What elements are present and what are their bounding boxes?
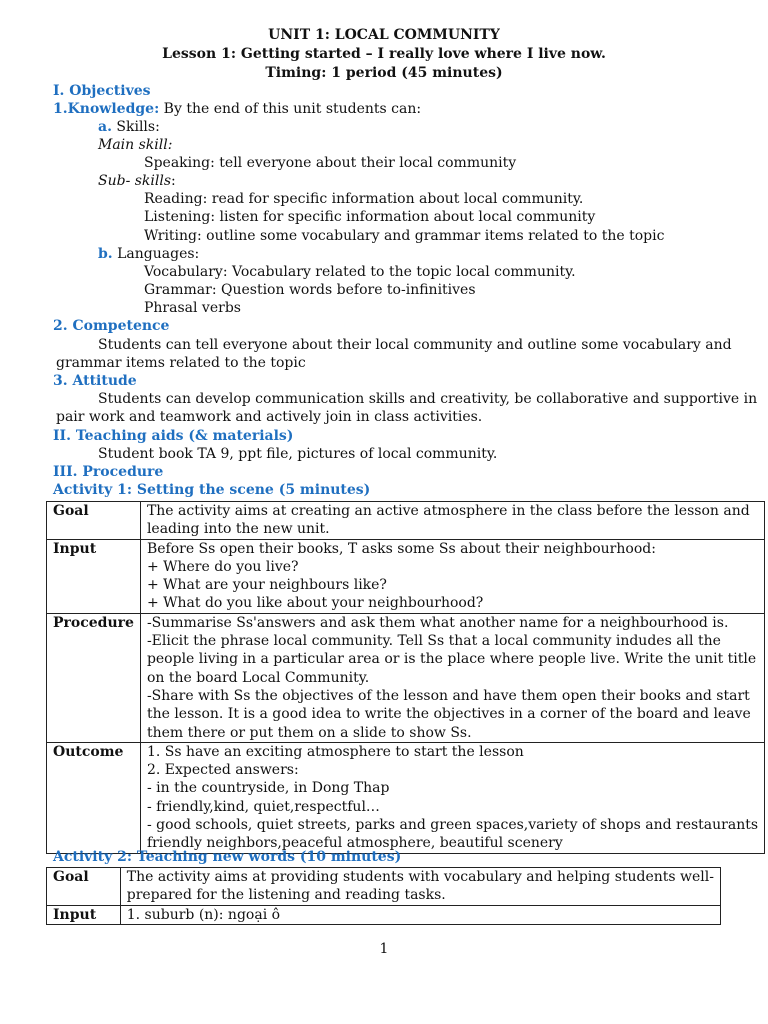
competence-heading: 2. Competence	[53, 318, 170, 334]
objectives-heading: I. Objectives	[53, 83, 151, 99]
content-line: - friendly,kind, quiet,respectful…	[146, 798, 380, 815]
knowledge-text: By the end of this unit students can:	[159, 101, 422, 117]
knowledge-line	[53, 101, 421, 117]
competence-line-2: grammar items related to the topic	[56, 355, 306, 371]
timing: Timing: 1 period (45 minutes)	[265, 65, 503, 81]
table-row	[47, 905, 721, 924]
content-line: The activity aims at creating an active atmosphere in the class before the lesson and	[146, 503, 750, 519]
content-line: 1. Ss have an exciting atmosphere to start the lesson	[146, 743, 524, 760]
listening-skill: Listening: listen for specific information about local community	[144, 209, 596, 225]
sub-skills-line	[98, 173, 176, 189]
writing-skill: Writing: outline some vocabulary and grammar items related to the topic	[144, 228, 665, 244]
reading-skill: Reading: read for specific information about local community.	[144, 191, 584, 207]
row-label: Input	[47, 539, 141, 613]
content-line: Before Ss open their books, T asks some Ss about their neighbourhood:	[146, 540, 656, 557]
content-line: on the board Local Community.	[146, 669, 370, 686]
sub-skills-colon: :	[171, 173, 176, 189]
content-line: leading into the new unit.	[146, 521, 330, 538]
row-label: Outcome	[47, 742, 141, 853]
content-line: prepared for the listening and reading tasks.	[126, 887, 446, 904]
activity-2-heading: Activity 2: Teaching new words (10 minutes)	[53, 849, 402, 865]
table-row	[47, 868, 721, 906]
row-label: Goal	[47, 868, 121, 906]
row-content	[120, 868, 720, 906]
main-skill-text: Speaking: tell everyone about their local community	[144, 155, 517, 171]
knowledge-label: 1.Knowledge:	[53, 101, 160, 117]
table-row	[47, 742, 765, 853]
content-line: the lesson. It is a good idea to write the objectives in a corner of the board and leave	[146, 706, 751, 723]
skills-label: Skills:	[111, 119, 160, 135]
phrasal-verbs-line: Phrasal verbs	[144, 300, 241, 316]
activity-1-heading: Activity 1: Setting the scene (5 minutes)	[53, 482, 371, 498]
sub-skills-label: Sub- skills	[98, 173, 172, 189]
row-label: Input	[47, 905, 121, 924]
content-line: 1. suburb (n): ngoại ô	[126, 906, 281, 923]
skills-line	[98, 119, 160, 135]
content-line: -Share with Ss the objectives of the lesson and have them open their books and start	[146, 687, 750, 704]
competence-line-1: Students can tell everyone about their local community and outline some vocabulary and	[98, 337, 732, 353]
row-label: Goal	[47, 502, 141, 540]
main-skill-label: Main skill:	[98, 137, 173, 153]
row-content	[140, 613, 764, 742]
attitude-heading: 3. Attitude	[53, 373, 137, 389]
unit-title: UNIT 1: LOCAL COMMUNITY	[268, 27, 500, 43]
content-line: 2. Expected answers:	[146, 762, 299, 779]
activity-2-table	[46, 867, 721, 925]
table-row	[47, 539, 765, 613]
content-line: people living in a particular area or is the place where people live. Write the unit title	[146, 651, 757, 668]
row-content	[120, 905, 720, 924]
vocabulary-line: Vocabulary: Vocabulary related to the topic local community.	[144, 264, 576, 280]
row-content	[140, 539, 764, 613]
row-content	[140, 502, 764, 540]
teaching-aids-heading: II. Teaching aids (& materials)	[53, 428, 294, 444]
content-line: + What do you like about your neighbourhood?	[146, 595, 484, 612]
table-row	[47, 502, 765, 540]
content-line: -Elicit the phrase local community. Tell Ss that a local community indudes all the	[146, 633, 721, 650]
content-line: - in the countryside, in Dong Thap	[146, 780, 390, 797]
content-line: -Summarise Ss'answers and ask them what another name for a neighbourhood is.	[146, 614, 729, 631]
table-row	[47, 613, 765, 742]
content-line: The activity aims at providing students with vocabulary and helping students well-	[126, 869, 714, 885]
attitude-line-2: pair work and teamwork and actively join in class activities.	[56, 409, 483, 425]
skills-letter: a.	[98, 119, 112, 135]
languages-line	[98, 246, 199, 262]
content-line: + Where do you live?	[146, 558, 299, 575]
content-line: them there or put them on a slide to show Ss.	[146, 724, 472, 741]
teaching-aids-text: Student book TA 9, ppt file, pictures of local community.	[98, 446, 498, 462]
procedure-heading: III. Procedure	[53, 464, 164, 480]
languages-label: Languages:	[112, 246, 200, 262]
languages-letter: b.	[98, 246, 113, 262]
content-line: - good schools, quiet streets, parks and green spaces,variety of shops and restaurants	[146, 817, 759, 834]
row-label: Procedure	[47, 613, 141, 742]
content-line: + What are your neighbours like?	[146, 577, 387, 594]
page-number: 1	[379, 941, 389, 957]
content-line: friendly neighbors,peaceful atmosphere, beautiful scenery	[146, 835, 563, 852]
lesson-title: Lesson 1: Getting started – I really love where I live now.	[162, 46, 606, 62]
activity-1-table	[46, 501, 765, 854]
attitude-line-1: Students can develop communication skills and creativity, be collaborative and supportive in	[98, 391, 758, 407]
row-content	[140, 742, 764, 853]
grammar-line: Grammar: Question words before to-infinitives	[144, 282, 476, 298]
